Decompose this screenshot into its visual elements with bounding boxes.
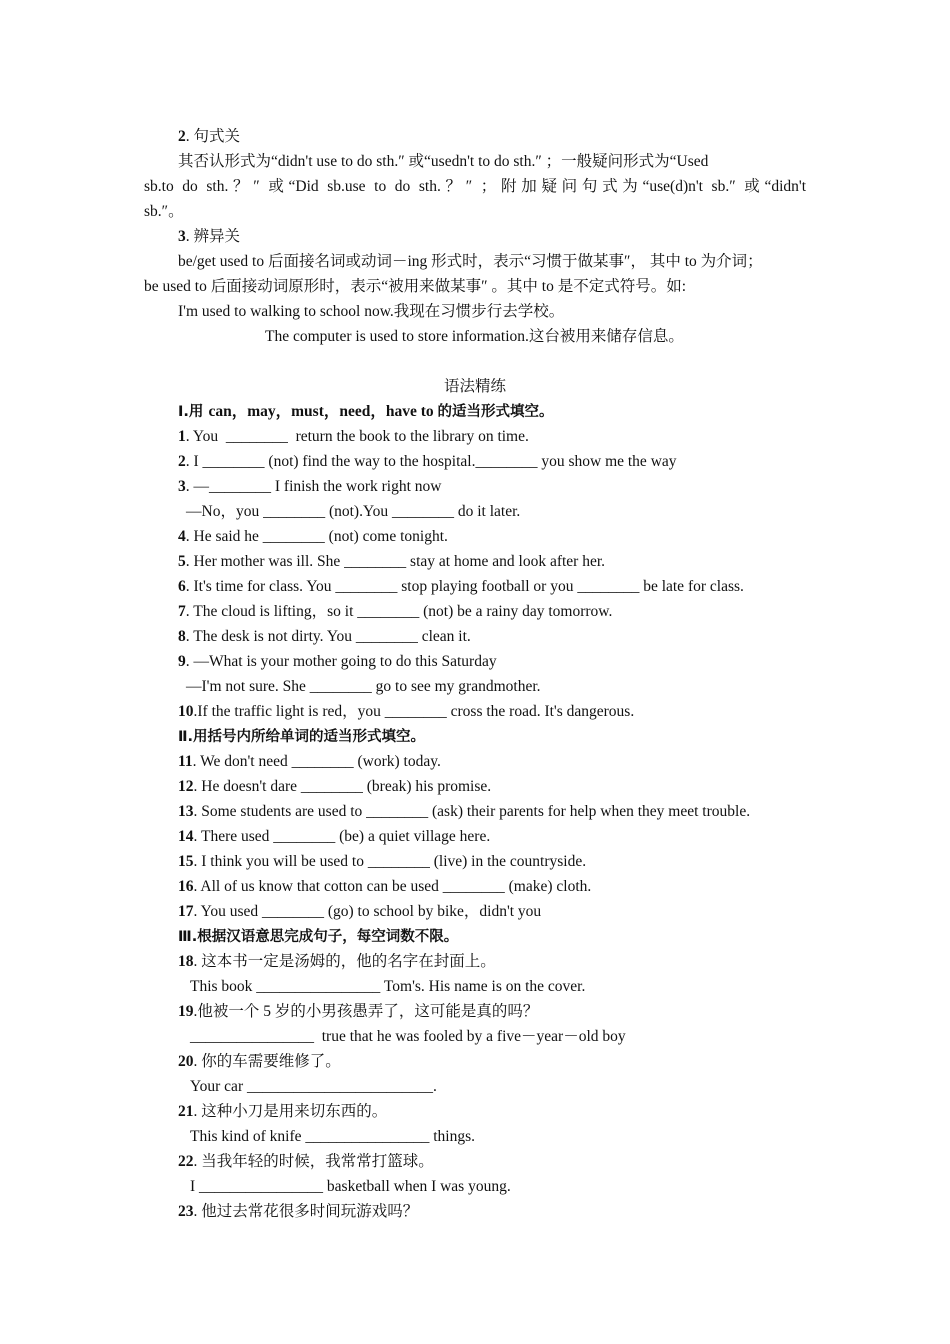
exercise-item: 22. 当我年轻的时候，我常常打篮球。 (178, 1153, 434, 1170)
answer-line: I ________________ basketball when I was young. (190, 1178, 511, 1195)
exercise-item: 8. The desk is not dirty. You ________ clean it. (178, 628, 471, 645)
paragraph-line: sb.to do sth.？″ 或“Did sb.use to do sth.？″ ；附加疑问句式为“use(d)n't sb.″ 或“didn't (144, 178, 806, 195)
exercise-item: 12. He doesn't dare ________ (break) his promise. (178, 778, 492, 795)
example-sentence: The computer is used to store information.这台被用来储存信息。 (265, 328, 684, 345)
exercise-item: 1. You ________ return the book to the library on time. (178, 428, 529, 445)
part-2-heading: Ⅱ.用括号内所给单词的适当形式填空。 (178, 729, 426, 745)
paragraph-line: sb.″。 (144, 203, 184, 220)
exercise-item: 16. All of us know that cotton can be used ________ (make) cloth. (178, 878, 592, 895)
exercise-item: 20. 你的车需要维修了。 (178, 1053, 341, 1070)
exercise-item: 2. I ________ (not) find the way to the hospital.________ you show me the way (178, 453, 677, 470)
exercise-item: 19.他被一个 5 岁的小男孩愚弄了，这可能是真的吗？ (178, 1003, 539, 1020)
section-number: 3 (178, 228, 186, 245)
example-sentence: I'm used to walking to school now.我现在习惯步行去学校。 (178, 303, 565, 320)
exercise-item: 11. We don't need ________ (work) today. (178, 753, 441, 770)
paragraph-line: be used to 后面接动词原形时，表示“被用来做某事″ 。其中 to 是不定式符号。如: (144, 278, 687, 295)
answer-line: Your car ________________________. (190, 1078, 437, 1095)
section-title: . 句式关 (185, 128, 241, 145)
exercise-item-reply: —I'm not sure. She ________ go to see my grandmother. (186, 678, 541, 695)
exercise-item: 14. There used ________ (be) a quiet village here. (178, 828, 491, 845)
paragraph-line: be/get used to 后面接名词或动词－ing 形式时，表示“习惯于做某事″， 其中 to 为介词； (178, 253, 763, 270)
exercise-item-reply: —No，you ________ (not).You ________ do it later. (186, 503, 521, 520)
exercise-item: 9. —What is your mother going to do this Saturday (178, 653, 497, 670)
section-heading-2 (178, 126, 240, 148)
answer-line: This book ________________ Tom's. His name is on the cover. (190, 978, 586, 995)
exercise-item: 21. 这种小刀是用来切东西的。 (178, 1103, 388, 1120)
exercise-item: 3. —________ I finish the work right now (178, 478, 442, 495)
answer-line: ________________ true that he was fooled by a five－year－old boy (190, 1028, 626, 1045)
modal-verbs: can，may，must，need，have to (208, 403, 438, 420)
part-prefix: Ⅰ. (178, 404, 189, 420)
exercise-item: 10.If the traffic light is red，you ________ cross the road. It's dangerous. (178, 703, 635, 720)
exercise-item: 5. Her mother was ill. She ________ stay at home and look after her. (178, 553, 606, 570)
section-heading-3 (178, 226, 240, 248)
exercise-item: 7. The cloud is lifting，so it ________ (not) be a rainy day tomorrow. (178, 603, 613, 620)
exercise-item: 23. 他过去常花很多时间玩游戏吗？ (178, 1203, 419, 1220)
part-3-heading: Ⅲ.根据汉语意思完成句子，每空词数不限。 (178, 929, 459, 945)
exercise-item: 4. He said he ________ (not) come tonight. (178, 528, 448, 545)
exercise-item: 15. I think you will be used to ________ (live) in the countryside. (178, 853, 587, 870)
part-heading-text: 用 (188, 404, 209, 420)
practice-title: 语法精练 (443, 378, 506, 395)
exercise-item: 6. It's time for class. You ________ stop playing football or you ________ be late for class. (178, 578, 744, 595)
paragraph-line: 其否认形式为“didn't use to do sth.″ 或“usedn't to do sth.″ ；一般疑问形式为“Used (178, 153, 709, 170)
exercise-item: 18. 这本书一定是汤姆的，他的名字在封面上。 (178, 953, 496, 970)
section-title: . 辨异关 (185, 228, 241, 245)
section-number: 2 (178, 128, 186, 145)
answer-line: This kind of knife ________________ things. (190, 1128, 476, 1145)
exercise-item: 13. Some students are used to ________ (ask) their parents for help when they meet trouble. (178, 803, 751, 820)
exercise-item: 17. You used ________ (go) to school by bike，didn't you (178, 903, 542, 920)
part-heading-text: 的适当形式填空。 (437, 404, 554, 420)
part-1-heading (178, 401, 554, 423)
